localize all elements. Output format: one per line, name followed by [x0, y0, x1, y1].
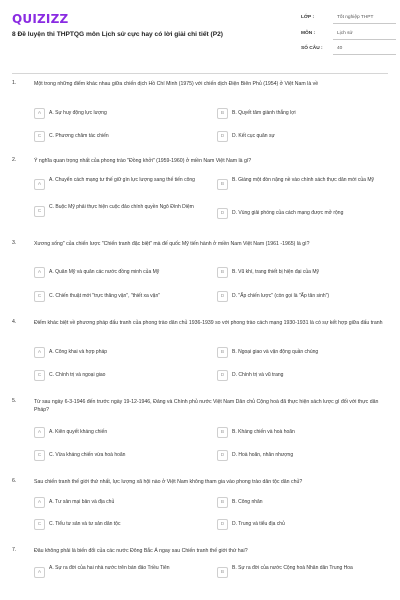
option-b-checkbox[interactable]: B: [217, 267, 228, 278]
option-c-label: C. Buộc Mỹ phải thực hiện cuộc đảo chính quyền Ngô Đình Diệm: [49, 204, 194, 210]
option-c-label: C. Phương châm tác chiến: [49, 133, 109, 139]
question-5: [12, 398, 388, 473]
option-c[interactable]: [34, 202, 204, 222]
meta-subject-label: MÔN :: [301, 31, 316, 36]
option-a[interactable]: [34, 266, 204, 280]
question-number: 7.: [12, 547, 17, 553]
meta-subject-underline: [333, 39, 396, 40]
worksheet-header: [0, 0, 400, 68]
option-d-label: D. Vùng giải phóng của cách mạng được mở rộng: [232, 210, 344, 216]
option-a-checkbox[interactable]: A: [34, 497, 45, 508]
option-d-checkbox[interactable]: D: [217, 208, 228, 219]
question-text: Một trong những điểm khác nhau giữa chiến dịch Hồ Chí Minh (1975) với chiến dịch Điện Biên Phủ (1954) ở Việt Nam là về: [34, 81, 319, 87]
option-a-label: A. Công khai và hợp pháp: [49, 349, 108, 355]
option-c[interactable]: [34, 449, 204, 463]
meta-class-label: LỚP :: [301, 15, 315, 20]
option-d[interactable]: [217, 518, 387, 532]
option-d-label: D. "Ấp chiến lược" (còn gọi là "Ấp tân sinh"): [232, 293, 330, 299]
option-a[interactable]: [34, 563, 204, 583]
option-b-label: B. Ngoại giao và vận động quần chúng: [232, 349, 319, 355]
option-a-label: A. Sự huy động lực lượng: [49, 110, 107, 116]
option-b[interactable]: [217, 346, 387, 360]
option-b-checkbox[interactable]: B: [217, 427, 228, 438]
quizizz-logo: QUIZIZZ: [12, 12, 69, 26]
option-b-label: B. Kháng chiến và hoà hoãn: [232, 429, 295, 435]
meta-count-value: 40: [337, 46, 343, 51]
question-3: [12, 240, 388, 315]
option-b-checkbox[interactable]: B: [217, 567, 228, 578]
option-a-checkbox[interactable]: A: [34, 567, 45, 578]
option-c-checkbox[interactable]: C: [34, 519, 45, 530]
question-6: [12, 478, 388, 543]
option-d-checkbox[interactable]: D: [217, 519, 228, 530]
option-b-label: B. Giáng một đòn nặng nề vào chính sách thực dân mới của Mỹ: [232, 177, 374, 183]
option-c-checkbox[interactable]: C: [34, 450, 45, 461]
option-d[interactable]: [217, 207, 387, 221]
option-d-checkbox[interactable]: D: [217, 450, 228, 461]
question-4: [12, 319, 388, 394]
question-number: 1.: [12, 80, 17, 86]
option-c-label: C. Tiểu tư sản và tư sản dân tộc: [49, 521, 121, 527]
meta-class-underline: [333, 23, 396, 24]
question-number: 5.: [12, 398, 17, 404]
option-d-checkbox[interactable]: D: [217, 131, 228, 142]
meta-count-underline: [333, 54, 396, 55]
option-d-label: D. Kết cục quân sự: [232, 133, 275, 139]
option-c[interactable]: [34, 369, 204, 383]
option-b-label: B. Quyết tâm giành thắng lợi: [232, 110, 296, 116]
question-text: Sau chiến tranh thế giới thứ nhất, lực lượng xã hội nào ở Việt Nam không tham gia vào phong trào dân tộc dân chủ?: [34, 479, 303, 485]
option-d-checkbox[interactable]: D: [217, 370, 228, 381]
option-b[interactable]: [217, 426, 387, 440]
option-a-checkbox[interactable]: A: [34, 179, 45, 190]
option-c-checkbox[interactable]: C: [34, 206, 45, 217]
option-b[interactable]: [217, 266, 387, 280]
option-d-label: D. Hoà hoãn, nhân nhượng: [232, 452, 294, 458]
question-text: Từ sau ngày 6-3-1946 đến trước ngày 19-12-1946, Đảng và Chính phủ nước Việt Nam Dân chủ Cộng hoà đã thực hiện sách lược gì đối với thực dân Pháp?: [34, 399, 379, 414]
option-b-checkbox[interactable]: B: [217, 497, 228, 508]
option-b[interactable]: [217, 496, 387, 510]
meta-class-value: Tốt nghiệp THPT: [337, 15, 374, 20]
option-b-label: B. Sự ra đời của nước Cộng hoà Nhân dân Trung Hoa: [232, 565, 353, 571]
option-a-checkbox[interactable]: A: [34, 267, 45, 278]
option-a[interactable]: [34, 107, 204, 121]
option-c-checkbox[interactable]: C: [34, 370, 45, 381]
option-c[interactable]: [34, 518, 204, 532]
question-number: 3.: [12, 240, 17, 246]
question-text: Điểm khác biệt về phương pháp đấu tranh của phong trào dân chủ 1936-1939 so với phong trào cách mạng 1930-1931 là có sự kết hợp giữa đấu tranh: [34, 320, 383, 326]
meta-count-row: [301, 43, 400, 55]
option-b-checkbox[interactable]: B: [217, 108, 228, 119]
option-c-label: C. Chính trị và ngoại giao: [49, 372, 106, 378]
option-a-checkbox[interactable]: A: [34, 347, 45, 358]
option-c[interactable]: [34, 290, 204, 304]
option-a-label: A. Chuyển cách mạng tư thế giữ gìn lực lượng sang thế tiến công: [49, 177, 195, 183]
option-a-label: A. Quân Mỹ và quân các nước đồng minh của Mỹ: [49, 269, 160, 275]
option-d-label: D. Chính trị và vũ trang: [232, 372, 284, 378]
option-b[interactable]: [217, 175, 387, 195]
option-b-label: B. Vũ khí, trang thiết bị hiện đại của Mỹ: [232, 269, 319, 275]
question-number: 4.: [12, 319, 17, 325]
question-text: Ý nghĩa quan trọng nhất của phong trào "Đồng khởi" (1959-1960) ở miền Nam Việt Nam là gì?: [34, 158, 252, 164]
option-a-label: A. Sự ra đời của hai nhà nước trên bán đảo Triều Tiên: [49, 565, 170, 571]
question-1: [12, 80, 388, 150]
option-a-checkbox[interactable]: A: [34, 108, 45, 119]
option-c-checkbox[interactable]: C: [34, 131, 45, 142]
option-c-checkbox[interactable]: C: [34, 291, 45, 302]
option-b-checkbox[interactable]: B: [217, 347, 228, 358]
question-number: 2.: [12, 157, 17, 163]
option-a-label: A. Kiên quyết kháng chiến: [49, 429, 108, 435]
option-a[interactable]: [34, 496, 204, 510]
option-c[interactable]: [34, 130, 204, 144]
option-a-checkbox[interactable]: A: [34, 427, 45, 438]
meta-class-row: [301, 12, 400, 24]
option-d[interactable]: [217, 449, 387, 463]
option-a[interactable]: [34, 346, 204, 360]
question-number: 6.: [12, 478, 17, 484]
option-d-checkbox[interactable]: D: [217, 291, 228, 302]
meta-subject-value: Lịch sử: [337, 31, 353, 36]
option-b-label: B. Công nhân: [232, 499, 263, 505]
option-b[interactable]: [217, 563, 387, 583]
option-c-label: C. Chiến thuật mới "trực thăng vận", "thiết xa vận": [49, 293, 160, 299]
meta-subject-row: [301, 28, 400, 40]
worksheet-title: 8 Đề luyện thi THPTQG môn Lịch sử cực hay có lời giải chi tiết (P2): [12, 31, 223, 38]
option-b-checkbox[interactable]: B: [217, 179, 228, 190]
option-c-label: C. Vừa kháng chiến vừa hoà hoãn: [49, 452, 126, 458]
option-b[interactable]: [217, 107, 387, 121]
option-d[interactable]: [217, 369, 387, 383]
option-a[interactable]: [34, 426, 204, 440]
question-7: [12, 547, 388, 600]
question-2: [12, 157, 388, 247]
question-text: Xương sống" của chiến lược "Chiến tranh đặc biệt" mà đế quốc Mỹ tiến hành ở miền Nam Việt Nam (1961 -1965) là gì?: [34, 241, 310, 247]
question-text: Đâu không phải là biến đổi của các nước Đông Bắc Á ngay sau Chiến tranh thế giới thứ hai?: [34, 548, 248, 554]
option-d[interactable]: [217, 290, 387, 304]
option-d[interactable]: [217, 130, 387, 144]
option-a-label: A. Tư sản mại bản và địa chủ: [49, 499, 115, 505]
option-a[interactable]: [34, 175, 204, 195]
option-d-label: D. Trung và tiểu địa chủ: [232, 521, 285, 527]
meta-count-label: SỐ CÂU :: [301, 46, 323, 51]
header-divider: [12, 73, 388, 74]
